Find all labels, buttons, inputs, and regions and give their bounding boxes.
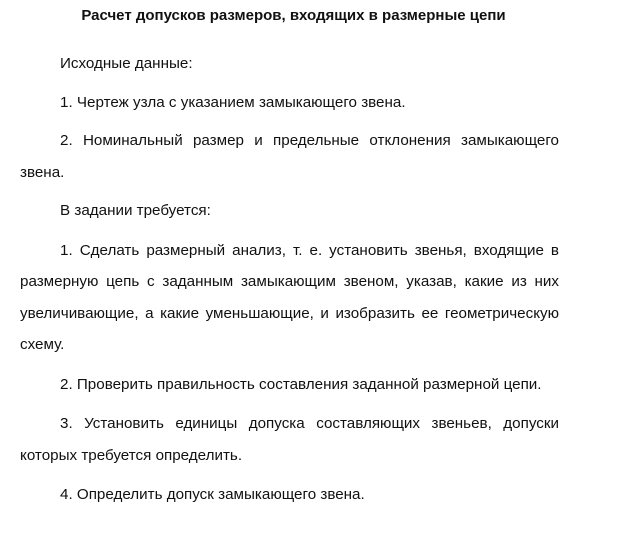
paragraph-task-item-3: 3. Установить единицы допуска составляющих звеньев, допуски которых требуется определить.: [20, 415, 559, 464]
paragraph-task-item-4: 4. Определить допуск замыкающего звена.: [60, 486, 365, 503]
paragraph-task-item-1: 1. Сделать размерный анализ, т. е. установить звенья, входящие в размерную цепь с заданным замыкающим звеном, указав, какие из них увеличивающие, а какие уменьшающие, и изобразить ее геометрическую схему.: [20, 241, 559, 353]
paragraph-task-heading: В задании требуется:: [60, 202, 211, 219]
paragraph-initial-item-1: 1. Чертеж узла с указанием замыкающего звена.: [60, 93, 406, 111]
paragraph-initial-item-2: 2. Номинальный размер и предельные отклонения замыкающего звена.: [20, 132, 559, 181]
paragraph-task-item-2: 2. Проверить правильность составления заданной размерной цепи.: [60, 375, 542, 393]
paragraph-initial-data-heading: Исходные данные:: [60, 55, 193, 72]
document-title: Расчет допусков размеров, входящих в размерные цепи: [81, 7, 506, 24]
